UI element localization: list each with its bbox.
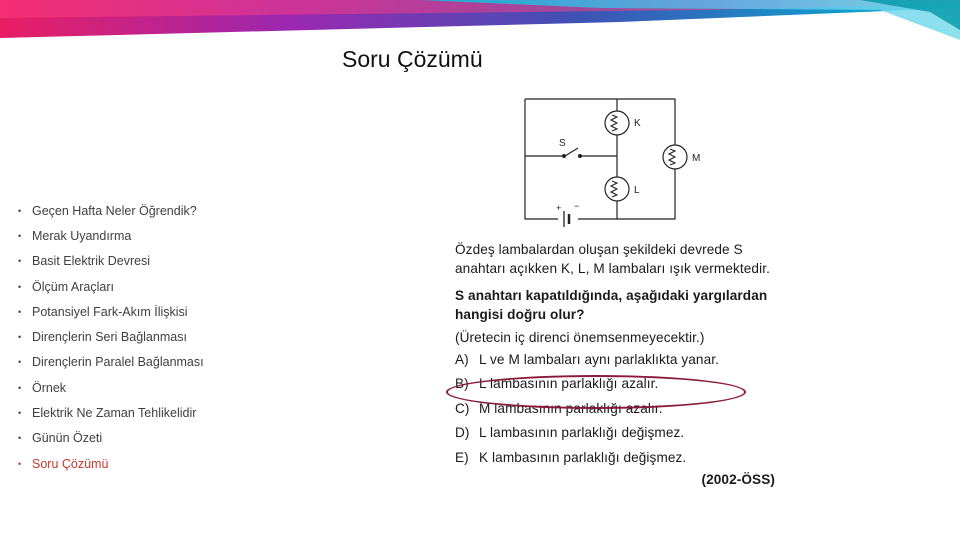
bullet-icon: • bbox=[18, 306, 22, 317]
lamp-k-label: K bbox=[634, 118, 641, 129]
circuit-diagram bbox=[520, 95, 701, 225]
agenda-item[interactable] bbox=[18, 249, 204, 274]
battery-plus-label: + bbox=[556, 203, 562, 213]
agenda-item-label: Ölçüm Araçları bbox=[32, 279, 114, 294]
agenda-item-label: Günün Özeti bbox=[32, 431, 103, 446]
answer-option-text: L lambasının parlaklığı değişmez. bbox=[479, 425, 685, 441]
agenda-item-label: Elektrik Ne Zaman Tehlikelidir bbox=[32, 406, 197, 421]
answer-highlight bbox=[446, 375, 746, 409]
agenda-item[interactable] bbox=[18, 451, 204, 476]
question-note: (Üretecin iç direnci önemsenmeyecektir.) bbox=[455, 330, 705, 345]
lamp-l-icon bbox=[605, 177, 629, 201]
answer-option-text: K lambasının parlaklığı değişmez. bbox=[479, 449, 687, 465]
agenda-item-label: Geçen Hafta Neler Öğrendik? bbox=[32, 203, 197, 218]
bullet-icon: • bbox=[18, 332, 22, 343]
agenda-item[interactable] bbox=[18, 400, 204, 425]
question-prompt: S anahtarı kapatıldığında, aşağıdaki yargılardan hangisi doğru olur? bbox=[455, 288, 768, 322]
agenda-item[interactable] bbox=[18, 350, 204, 375]
agenda-item[interactable] bbox=[18, 223, 204, 248]
bullet-icon: • bbox=[18, 382, 22, 393]
answer-option-letter: C) bbox=[455, 400, 470, 416]
lamp-m-label: M bbox=[692, 153, 701, 164]
question-stem: Özdeş lambalardan oluşan şekildeki devrede S anahtarı açıkken K, L, M lambaları ışık vermektedir. bbox=[455, 242, 770, 276]
agenda-item-label: Potansiyel Fark-Akım İlişkisi bbox=[32, 304, 188, 319]
bullet-icon: • bbox=[18, 205, 22, 216]
answer-option-letter: D) bbox=[455, 425, 470, 441]
question-block bbox=[455, 240, 775, 489]
bullet-icon: • bbox=[18, 256, 22, 267]
bullet-icon: • bbox=[18, 458, 22, 469]
answer-option-letter: B) bbox=[455, 376, 469, 392]
agenda-item[interactable] bbox=[18, 426, 204, 451]
agenda-item[interactable] bbox=[18, 198, 204, 223]
answer-option bbox=[455, 347, 775, 372]
switch-contact-left bbox=[562, 154, 566, 158]
agenda-item[interactable] bbox=[18, 274, 204, 299]
switch-label: S bbox=[559, 138, 566, 149]
lamp-m-icon bbox=[663, 145, 687, 169]
bullet-icon: • bbox=[18, 230, 22, 241]
answer-option bbox=[455, 445, 775, 470]
agenda-item-label: Merak Uyandırma bbox=[32, 228, 132, 243]
bullet-icon: • bbox=[18, 281, 22, 292]
slide-title: Soru Çözümü bbox=[342, 46, 483, 72]
agenda-item-label: Dirençlerin Seri Bağlanması bbox=[32, 330, 187, 345]
question-source: (2002-ÖSS) bbox=[701, 471, 775, 487]
agenda-item-label: Soru Çözümü bbox=[32, 456, 109, 471]
battery-minus-label: − bbox=[574, 201, 580, 211]
answer-option bbox=[455, 421, 775, 446]
agenda-list bbox=[18, 198, 204, 476]
agenda-item[interactable] bbox=[18, 375, 204, 400]
agenda-item-label: Basit Elektrik Devresi bbox=[32, 254, 151, 269]
agenda-item-label: Örnek bbox=[32, 380, 67, 395]
bullet-icon: • bbox=[18, 433, 22, 444]
agenda-item[interactable] bbox=[18, 324, 204, 349]
answer-option-text: L lambasının parlaklığı azalır. bbox=[479, 376, 659, 392]
switch-contact-right bbox=[578, 154, 582, 158]
agenda-item-label: Dirençlerin Paralel Bağlanması bbox=[32, 355, 204, 370]
lamp-k-icon bbox=[605, 111, 629, 135]
bullet-icon: • bbox=[18, 357, 22, 368]
answer-option-text: L ve M lambaları aynı parlaklıkta yanar. bbox=[479, 351, 719, 367]
answer-option-letter: E) bbox=[455, 449, 469, 465]
agenda-item[interactable] bbox=[18, 299, 204, 324]
answer-option-letter: A) bbox=[455, 351, 469, 367]
bullet-icon: • bbox=[18, 408, 22, 419]
lamp-l-label: L bbox=[634, 185, 640, 196]
answer-option-text: M lambasının parlaklığı azalır. bbox=[479, 400, 663, 416]
